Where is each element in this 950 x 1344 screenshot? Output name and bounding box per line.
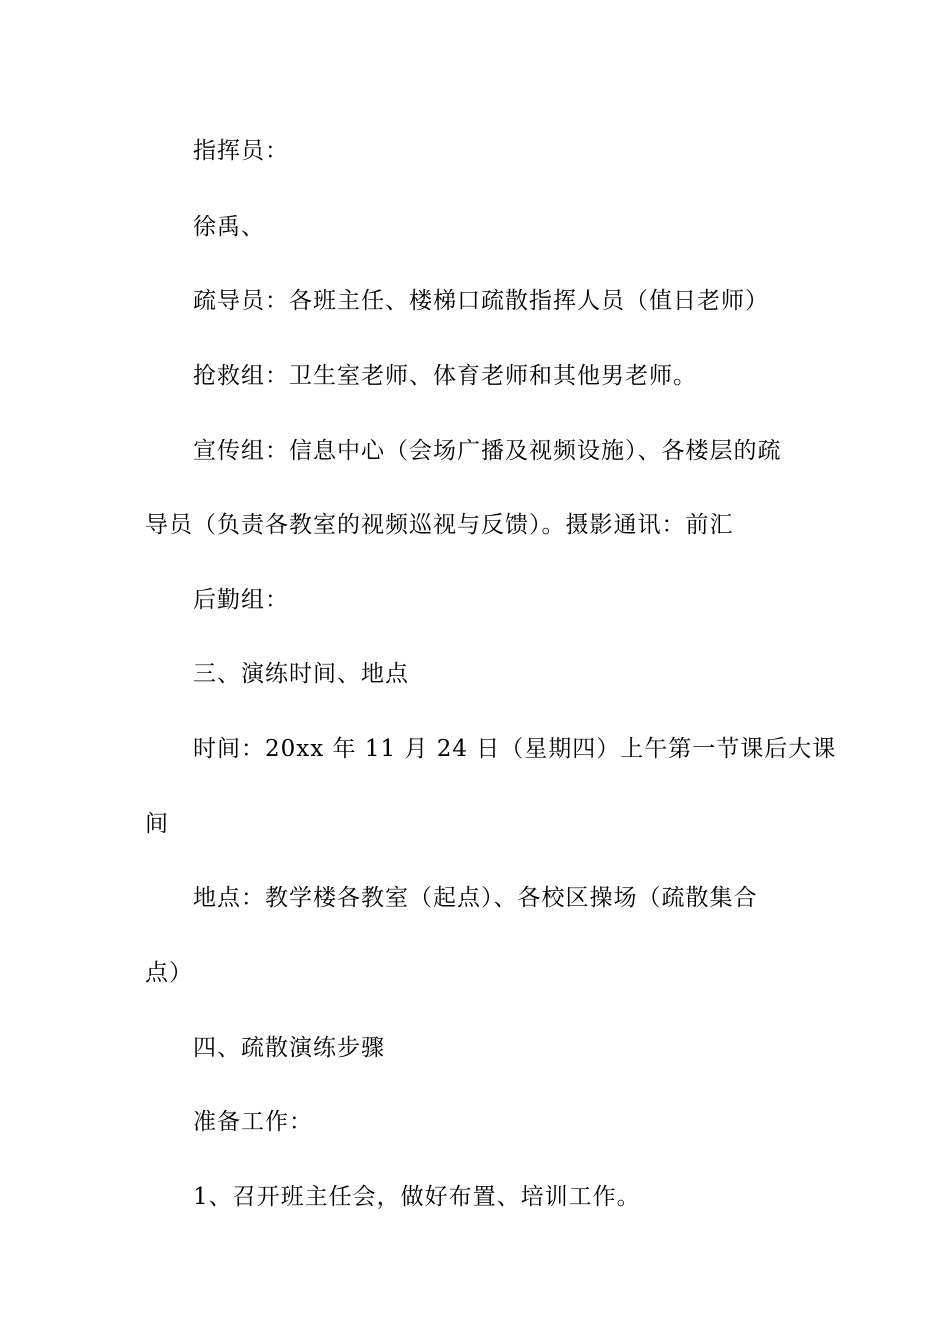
text-line-publicity-team-cont: 导员（负责各教室的视频巡视与反馈）。摄影通讯：前汇 <box>145 512 734 538</box>
text-line-rescue-team: 抢救组：卫生室老师、体育老师和其他男老师。 <box>193 363 697 389</box>
section-heading-steps: 四、疏散演练步骤 <box>193 1035 385 1061</box>
text-line-guides: 疏导员：各班主任、楼梯口疏散指挥人员（值日老师） <box>193 288 769 314</box>
text-line-logistics-team: 后勤组： <box>193 587 289 613</box>
text-line-commander-name: 徐禹、 <box>193 214 265 240</box>
text-line-preparation: 准备工作： <box>193 1109 313 1135</box>
list-item-1: 1、召开班主任会，做好布置、培训工作。 <box>193 1184 641 1210</box>
text-line-publicity-team: 宣传组：信息中心（会场广播及视频设施）、各楼层的疏 <box>193 438 782 464</box>
text-line-place-cont: 点） <box>145 960 193 986</box>
text-line-commander: 指挥员： <box>193 138 289 164</box>
section-heading-time-place: 三、演练时间、地点 <box>193 661 409 687</box>
text-line-time: 时间：20xx 年 11 月 24 日（星期四）上午第一节课后大课 <box>193 736 837 762</box>
text-line-place: 地点：教学楼各教室（起点）、各校区操场（疏散集合 <box>193 885 758 911</box>
text-line-time-cont: 间 <box>145 811 169 837</box>
